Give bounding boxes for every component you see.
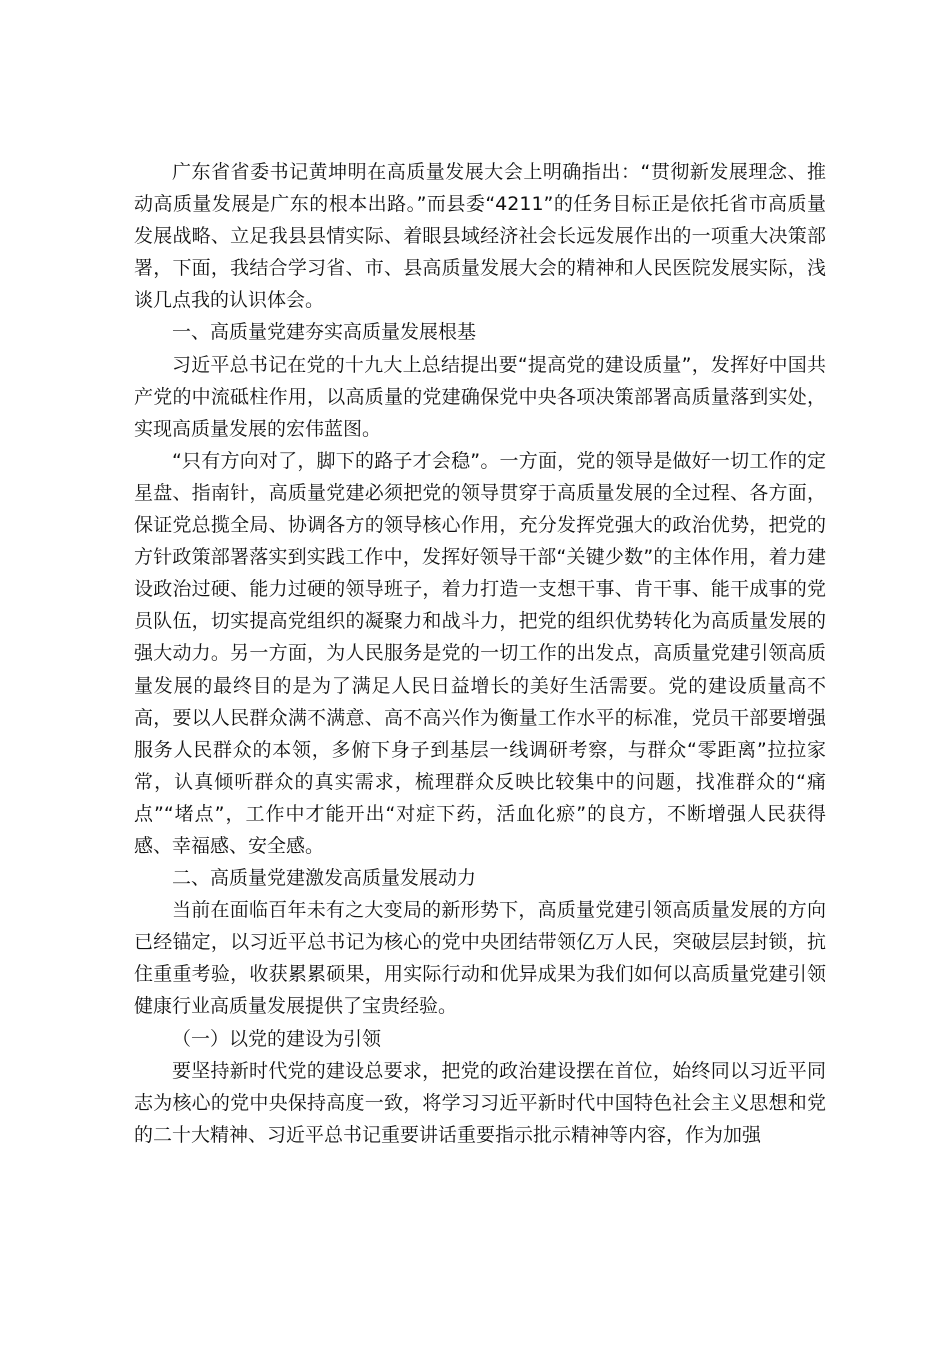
section-heading-1: 一、高质量党建夯实高质量发展根基 [172, 321, 477, 344]
paragraph-section1-a: 习近平总书记在党的十九大上总结提出要“提高党的建设质量”，发挥好中国共产党的中流砥柱作用，以高质量的党建确保党中央各项决策部署高质量落到实处，实现高质量发展的宏伟蓝图。 [134, 353, 826, 440]
paragraph-subsection1-a: 要坚持新时代党的建设总要求，把党的政治建设摆在首位，始终同以习近平同志为核心的党中央保持高度一致，将学习习近平新时代中国特色社会主义思想和党的二十大精神、习近平总书记重要讲话重要指示批示精神等内容，作为加强 [134, 1059, 826, 1146]
paragraph-section2-a: 当前在面临百年未有之大变局的新形势下，高质量党建引领高质量发展的方向已经锚定，以习近平总书记为核心的党中央团结带领亿万人民，突破层层封锁，抗住重重考验，收获累累硕果，用实际行动和优异成果为我们如何以高质量党建引领健康行业高质量发展提供了宝贵经验。 [134, 899, 826, 1018]
paragraph-section1-b: “只有方向对了，脚下的路子才会稳”。一方面，党的领导是做好一切工作的定星盘、指南针，高质量党建必须把党的领导贯穿于高质量发展的全过程、各方面，保证党总揽全局、协调各方的领导核心作用，充分发挥党强大的政治优势，把党的方针政策部署落实到实践工作中，发挥好领导干部“关键少数”的主体作用，着力建设政治过硬、能力过硬的领导班子，着力打造一支想干事、肯干事、能干成事的党员队伍，切实提高党组织的凝聚力和战斗力，把党的组织优势转化为高质量发展的强大动力。另一方面，为人民服务是党的一切工作的出发点，高质量党建引领高质量发展的最终目的是为了满足人民日益增长的美好生活需要。党的建设质量高不高，要以人民群众满不满意、高不高兴作为衡量工作水平的标准，党员干部要增强服务人民群众的本领，多俯下身子到基层一线调研考察，与群众“零距离”拉拉家常，认真倾听群众的真实需求，梳理群众反映比较集中的问题，找准群众的“痛点”“堵点”，工作中才能开出“对症下药，活血化瘀”的良方，不断增强人民获得感、幸福感、安全感。 [134, 449, 826, 857]
subsection-heading-1: （一）以党的建设为引领 [172, 1027, 382, 1050]
section-heading-2: 二、高质量党建激发高质量发展动力 [172, 867, 477, 890]
paragraph-intro: 广东省省委书记黄坤明在高质量发展大会上明确指出：“贯彻新发展理念、推动高质量发展是广东的根本出路。”而县委“4211”的任务目标正是依托省市高质量发展战略、立足我县县情实际、着眼县域经济社会长远发展作出的一项重大决策部署，下面，我结合学习省、市、县高质量发展大会的精神和人民医院发展实际，浅谈几点我的认识体会。 [134, 161, 826, 312]
document-body [134, 156, 826, 1151]
